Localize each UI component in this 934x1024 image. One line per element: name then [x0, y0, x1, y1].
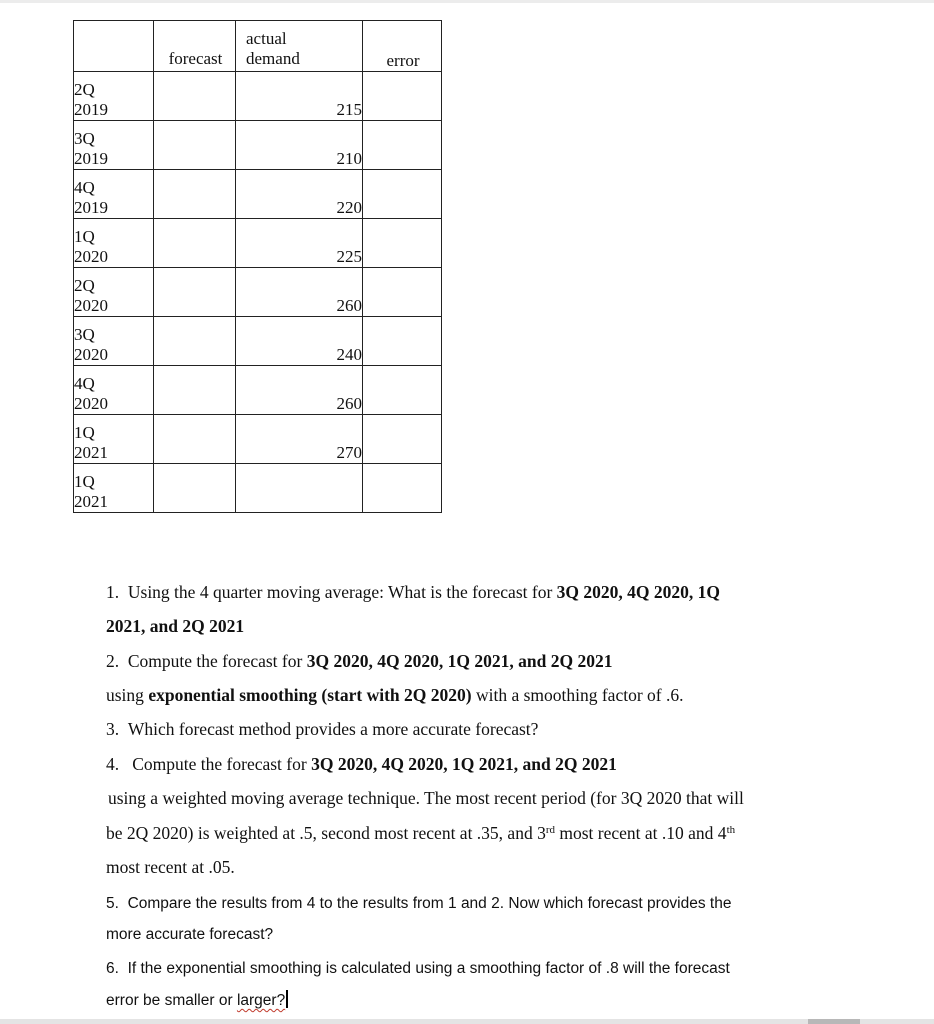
question-number: 3. [106, 719, 120, 739]
forecast-cell[interactable] [154, 170, 236, 219]
question-2-line-1 [106, 651, 613, 672]
question-text: Which forecast method provides a more accurate forecast? [127, 719, 539, 739]
forecast-cell[interactable] [154, 464, 236, 513]
table-row [74, 268, 442, 317]
top-border [0, 0, 934, 3]
forecast-cell[interactable] [154, 268, 236, 317]
question-text: If the exponential smoothing is calculated using a smoothing factor of .8 will the forecast [127, 960, 730, 977]
question-text: Compute the forecast for [132, 754, 312, 774]
demand-cell: 260 [236, 268, 363, 317]
period-cell: 1Q 2021 [74, 415, 154, 464]
question-text: be 2Q 2020) is weighted at .5, second most recent at .35, and 3 [106, 823, 546, 843]
period-cell: 1Q 2021 [74, 464, 154, 513]
error-cell[interactable] [363, 170, 442, 219]
period-cell: 1Q 2020 [74, 219, 154, 268]
error-cell[interactable] [363, 219, 442, 268]
forecast-header [154, 21, 236, 72]
question-number: 2. [106, 651, 120, 671]
question-text: using [106, 685, 149, 705]
scrollbar-thumb[interactable] [808, 1019, 860, 1024]
demand-cell: 210 [236, 121, 363, 170]
question-text: error be smaller or [106, 992, 237, 1009]
forecast-cell[interactable] [154, 72, 236, 121]
actual-demand-header-line2: demand [246, 49, 300, 68]
question-4-line-2 [108, 788, 744, 809]
period-cell: 2Q 2019 [74, 72, 154, 121]
table-row [74, 464, 442, 513]
spellcheck-word[interactable]: larger? [236, 992, 286, 1009]
question-4-line-4 [106, 857, 235, 878]
question-4-line-3 [106, 823, 735, 844]
superscript: rd [545, 824, 555, 836]
error-cell[interactable] [363, 464, 442, 513]
question-bold-text: 3Q 2020, 4Q 2020, 1Q 2021, and 2Q 2021 [306, 651, 613, 671]
period-header [74, 21, 154, 72]
period-cell: 3Q 2019 [74, 121, 154, 170]
question-bold-text: 3Q 2020, 4Q 2020, 1Q 2021, and 2Q 2021 [311, 754, 617, 774]
forecast-cell[interactable] [154, 121, 236, 170]
question-number: 4. [106, 754, 120, 774]
forecast-cell[interactable] [154, 366, 236, 415]
table-row [74, 366, 442, 415]
demand-cell [236, 464, 363, 513]
demand-cell: 220 [236, 170, 363, 219]
demand-cell: 215 [236, 72, 363, 121]
question-text: most recent at .10 and 4 [555, 823, 727, 843]
table-row [74, 170, 442, 219]
demand-cell: 270 [236, 415, 363, 464]
question-4-line-1 [106, 754, 617, 775]
error-cell[interactable] [363, 366, 442, 415]
question-text: Using the 4 quarter moving average: What is the forecast for [127, 582, 557, 602]
question-5-line-1 [106, 895, 731, 913]
forecast-header-label: forecast [168, 49, 223, 68]
question-bold-text: 3Q 2020, 4Q 2020, 1Q [556, 582, 720, 602]
question-3 [106, 719, 538, 740]
error-header [363, 21, 442, 72]
forecast-cell[interactable] [154, 317, 236, 366]
question-2-line-2 [106, 685, 683, 706]
error-cell[interactable] [363, 268, 442, 317]
question-1-line-2 [106, 616, 244, 637]
table-row [74, 121, 442, 170]
demand-cell: 260 [236, 366, 363, 415]
question-text: more accurate forecast? [106, 926, 274, 943]
question-6-line-1 [106, 960, 730, 978]
table-row [74, 72, 442, 121]
error-cell[interactable] [363, 121, 442, 170]
question-text: using a weighted moving average technique. The most recent period (for 3Q 2020 that will [108, 788, 744, 808]
error-cell[interactable] [363, 317, 442, 366]
question-text: with a smoothing factor of .6. [471, 685, 684, 705]
question-bold-text: exponential smoothing (start with 2Q 2020) [148, 685, 472, 705]
demand-cell: 225 [236, 219, 363, 268]
table-row [74, 415, 442, 464]
horizontal-scrollbar[interactable] [0, 1019, 934, 1024]
period-cell: 4Q 2019 [74, 170, 154, 219]
error-cell[interactable] [363, 415, 442, 464]
question-text: Compare the results from 4 to the results from 1 and 2. Now which forecast provides the [127, 895, 732, 912]
forecast-table [73, 20, 442, 513]
forecast-cell[interactable] [154, 415, 236, 464]
period-cell: 3Q 2020 [74, 317, 154, 366]
text-cursor [286, 990, 288, 1008]
question-number: 1. [106, 582, 120, 602]
superscript: th [726, 824, 736, 836]
error-header-label: error [386, 51, 420, 70]
actual-demand-header-line1: actual [246, 29, 287, 48]
question-text: Compute the forecast for [127, 651, 307, 671]
question-1-line-1 [106, 582, 720, 603]
actual-demand-header [236, 21, 363, 72]
table-row [74, 317, 442, 366]
table-row [74, 219, 442, 268]
question-number: 6. [106, 960, 119, 977]
period-cell: 2Q 2020 [74, 268, 154, 317]
question-6-line-2 [106, 990, 288, 1010]
error-cell[interactable] [363, 72, 442, 121]
question-text: most recent at .05. [106, 857, 235, 877]
demand-cell: 240 [236, 317, 363, 366]
period-cell: 4Q 2020 [74, 366, 154, 415]
question-5-line-2 [106, 926, 273, 944]
forecast-cell[interactable] [154, 219, 236, 268]
question-bold-text: 2021, and 2Q 2021 [106, 616, 245, 636]
question-number: 5. [106, 895, 119, 912]
table-header-row [74, 21, 442, 72]
